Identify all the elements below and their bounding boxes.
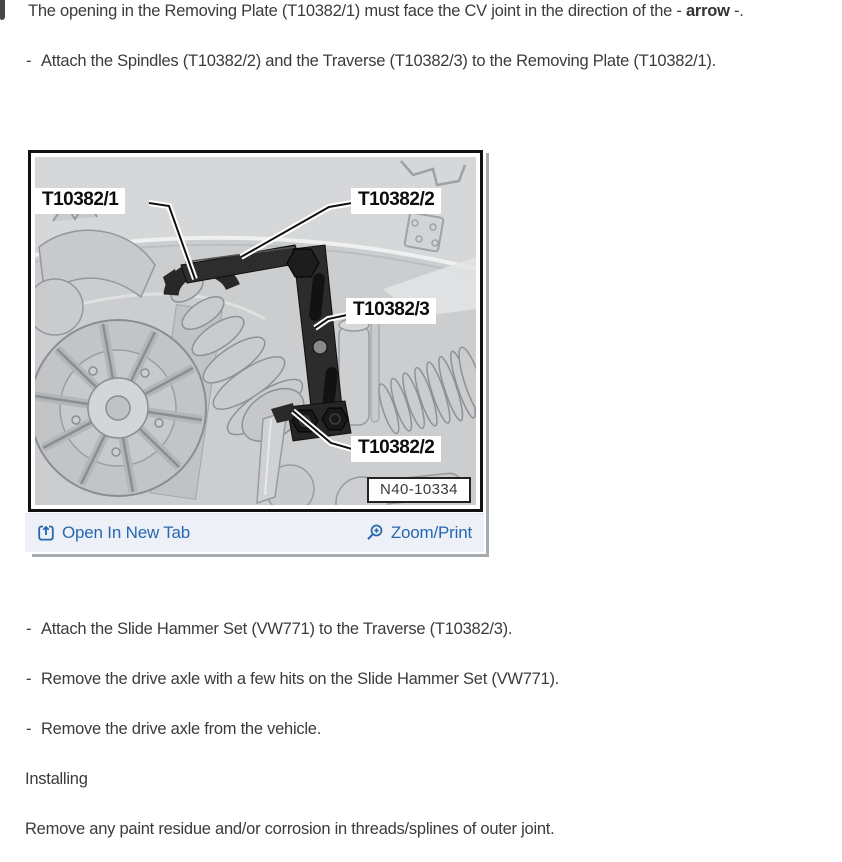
arrow-emphasis: arrow [685,2,730,20]
figure-ref-number: N40-10334 [367,477,471,503]
bullet-text: Attach the Slide Hammer Set (VW771) to the Traverse (T10382/3). [41,620,513,638]
intro-paragraph [28,2,744,21]
instruction-bullet-attach-slide-hammer [26,620,512,639]
bullet-dash: - [26,720,32,738]
bullet-dash: - [26,670,32,688]
instruction-bullet-remove-axle-hits [26,670,559,689]
magnifier-plus-icon [365,524,384,543]
section-heading-installing: Installing [25,770,88,788]
panel-shadow-bottom [32,554,489,557]
figure-label-removing-plate: T10382/1 [35,188,125,214]
instruction-bullet-remove-axle-vehicle [26,720,321,739]
open-in-new-tab-link[interactable] [37,523,190,543]
figure-toolbar [25,513,484,552]
closing-paragraph: Remove any paint residue and/or corrosion in threads/splines of outer joint. [25,820,555,838]
intro-text-tail: -. [729,2,744,20]
figure-label-spindle-bottom: T10382/2 [351,436,441,462]
panel-shadow-right [486,153,489,557]
bullet-dash: - [26,52,32,70]
bullet-dash: - [26,620,32,638]
instruction-bullet-attach-spindles [26,52,716,71]
zoom-print-link[interactable] [365,523,472,543]
figure-label-spindle-top: T10382/2 [351,188,441,214]
bullet-text: Remove the drive axle from the vehicle. [41,720,322,738]
open-in-new-tab-label: Open In New Tab [62,523,191,542]
figure-frame [28,150,483,512]
axle-removal-illustration [35,157,476,505]
zoom-print-label: Zoom/Print [390,523,472,542]
box-arrow-up-icon [37,524,55,542]
figure-panel [25,146,491,558]
bullet-text: Attach the Spindles (T10382/2) and the Traverse (T10382/3) to the Removing Plate (T10382/1). [41,52,716,70]
figure-label-traverse: T10382/3 [346,298,436,324]
intro-text: The opening in the Removing Plate (T10382/1) must face the CV joint in the direction of the - [28,2,686,20]
bullet-text: Remove the drive axle with a few hits on the Slide Hammer Set (VW771). [41,670,560,688]
right-cv-boot [372,345,476,445]
transmission-flange-wheel [35,320,206,496]
left-edge-scrollbar-fragment [0,0,5,20]
